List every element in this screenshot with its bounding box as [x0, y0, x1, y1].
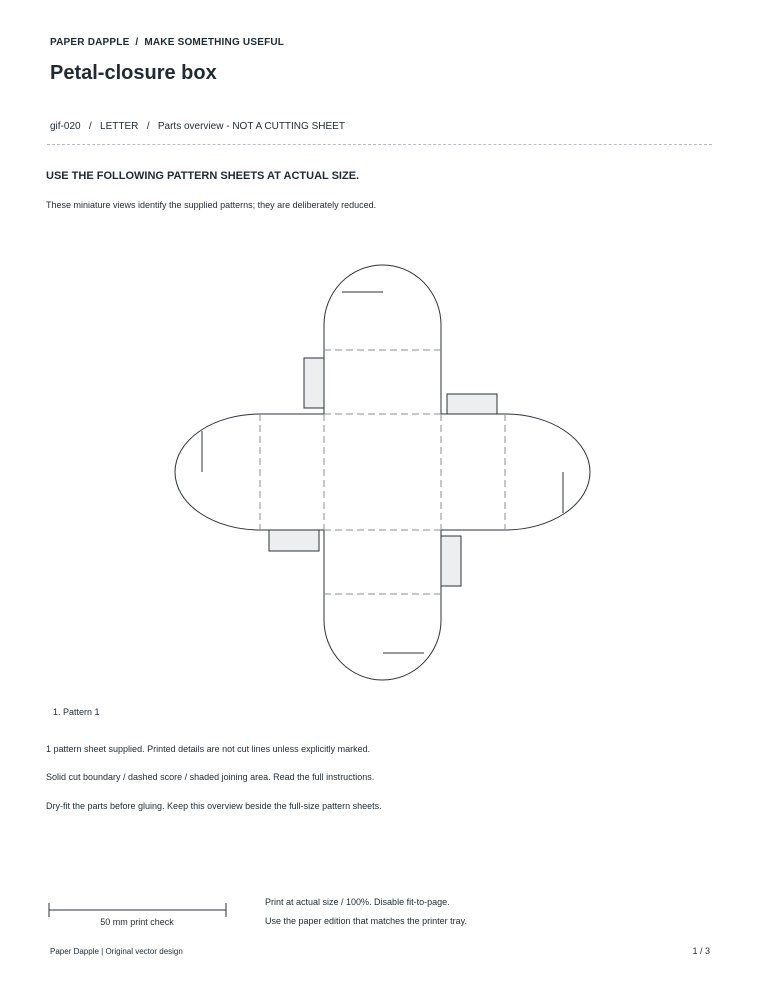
scale-check-bar: [49, 903, 226, 917]
cut-outline: [175, 265, 590, 680]
slot-cuts: [202, 292, 563, 653]
miniature-note: These miniature views identify the supplied patterns; they are deliberately reduced.: [46, 200, 377, 210]
glue-flap-bottom-right: [441, 536, 461, 586]
print-note-scale: Print at actual size / 100%. Disable fit-to-page.: [265, 897, 450, 907]
pattern-caption: 1. Pattern 1: [53, 707, 100, 717]
legend-note: Solid cut boundary / dashed score / shaded joining area. Read the full instructions.: [46, 772, 375, 782]
design-code: gif-020: [50, 121, 81, 132]
page-title: Petal-closure box: [50, 62, 217, 84]
instruction-heading: USE THE FOLLOWING PATTERN SHEETS AT ACTUAL SIZE.: [46, 170, 360, 182]
footer-credit: Paper Dapple | Original vector design: [50, 947, 183, 956]
brand-name: PAPER DAPPLE: [50, 37, 130, 48]
meta-separator: /: [83, 121, 98, 132]
sheet-description: Parts overview - NOT A CUTTING SHEET: [157, 121, 345, 132]
brand-tagline: MAKE SOMETHING USEFUL: [144, 37, 285, 48]
supply-note: 1 pattern sheet supplied. Printed details are not cut lines unless explicitly marked.: [46, 744, 371, 754]
scale-check-label: 50 mm print check: [100, 917, 174, 927]
glue-flap-top-right: [447, 394, 497, 414]
dry-fit-note: Dry-fit the parts before gluing. Keep this overview beside the full-size pattern sheets.: [46, 801, 382, 811]
paper-size: LETTER: [100, 121, 139, 132]
brand-separator: /: [132, 37, 142, 48]
page-number: 1 / 3: [692, 946, 710, 956]
print-note-paper: Use the paper edition that matches the printer tray.: [265, 916, 467, 926]
score-lines: [260, 350, 505, 594]
meta-separator: /: [141, 121, 156, 132]
glue-flap-bottom-left: [269, 530, 319, 551]
glue-flap-top-left: [304, 358, 324, 408]
